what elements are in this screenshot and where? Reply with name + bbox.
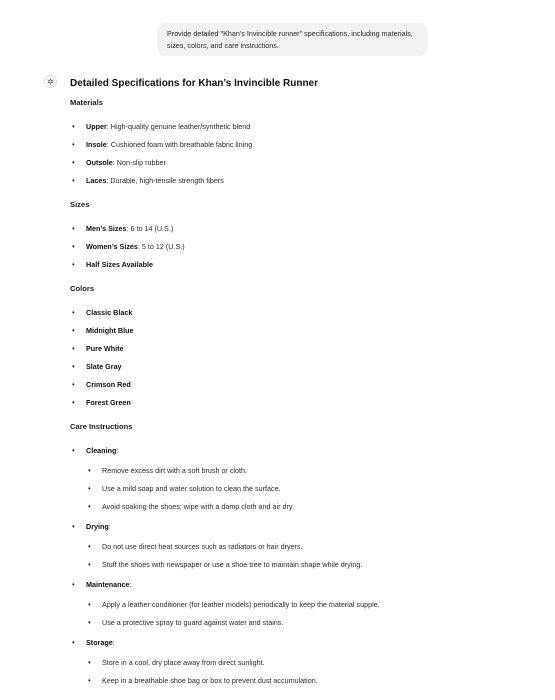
care-group-drying: • Drying: [72,522,111,531]
list-item: • Crimson Red [72,380,131,389]
care-group-storage: • Storage: [72,638,115,647]
list-item: • Store in a cool, dry place away from direct sunlight. [88,658,265,667]
care-group-maintenance: • Maintenance: [72,580,132,589]
user-message-text: Provide detailed "Khan's Invincible runner" specifications, including materials, sizes, colors, and care instructions. [167,29,413,50]
list-item: • Laces: Durable, high-tensile strength fibers [72,176,224,185]
materials-heading: Materials [70,98,103,107]
list-item: • Insole: Cushioned foam with breathable fabric lining [72,140,253,149]
list-item: • Remove excess dirt with a soft brush or cloth. [88,466,248,475]
assistant-response [70,76,540,685]
list-item: • Men’s Sizes: 6 to 14 (U.S.) [72,224,174,233]
list-item: • Use a mild soap and water solution to clean the surface. [88,484,281,493]
care-group-cleaning: • Cleaning: [72,446,119,455]
list-item: • Outsole: Non-slip rubber [72,158,166,167]
sizes-heading: Sizes [70,200,90,209]
list-item: • Classic Black [72,308,133,317]
care-heading: Care Instructions [70,422,133,431]
list-item: • Slate Gray [72,362,122,371]
colors-heading: Colors [70,284,95,293]
list-item: • Pure White [72,344,124,353]
list-item: • Midnight Blue [72,326,134,335]
list-item: • Use a protective spray to guard against water and stains. [88,618,284,627]
list-item: • Apply a leather conditioner (for leather models) periodically to keep the material supple. [88,600,380,609]
list-item: • Keep in a breathable shoe bag or box to prevent dust accumulation. [88,676,318,685]
list-item: • Avoid soaking the shoes; wipe with a damp cloth and air dry. [88,502,294,511]
list-item: • Stuff the shoes with newspaper or use a shoe tree to maintain shape while drying. [88,560,363,569]
list-item: • Half Sizes Available [72,260,153,269]
list-item: • Do not use direct heat sources such as radiators or hair dryers. [88,542,303,551]
list-item: • Forest Green [72,398,131,407]
response-title: Detailed Specifications for Khan’s Invincible Runner [70,78,319,89]
list-item: • Upper: High-quality genuine leather/synthetic blend [72,122,251,131]
user-message-bubble [157,23,428,56]
openai-logo-icon [46,77,55,86]
assistant-avatar [44,75,57,88]
list-item: • Women’s Sizes: 5 to 12 (U.S.) [72,242,185,251]
